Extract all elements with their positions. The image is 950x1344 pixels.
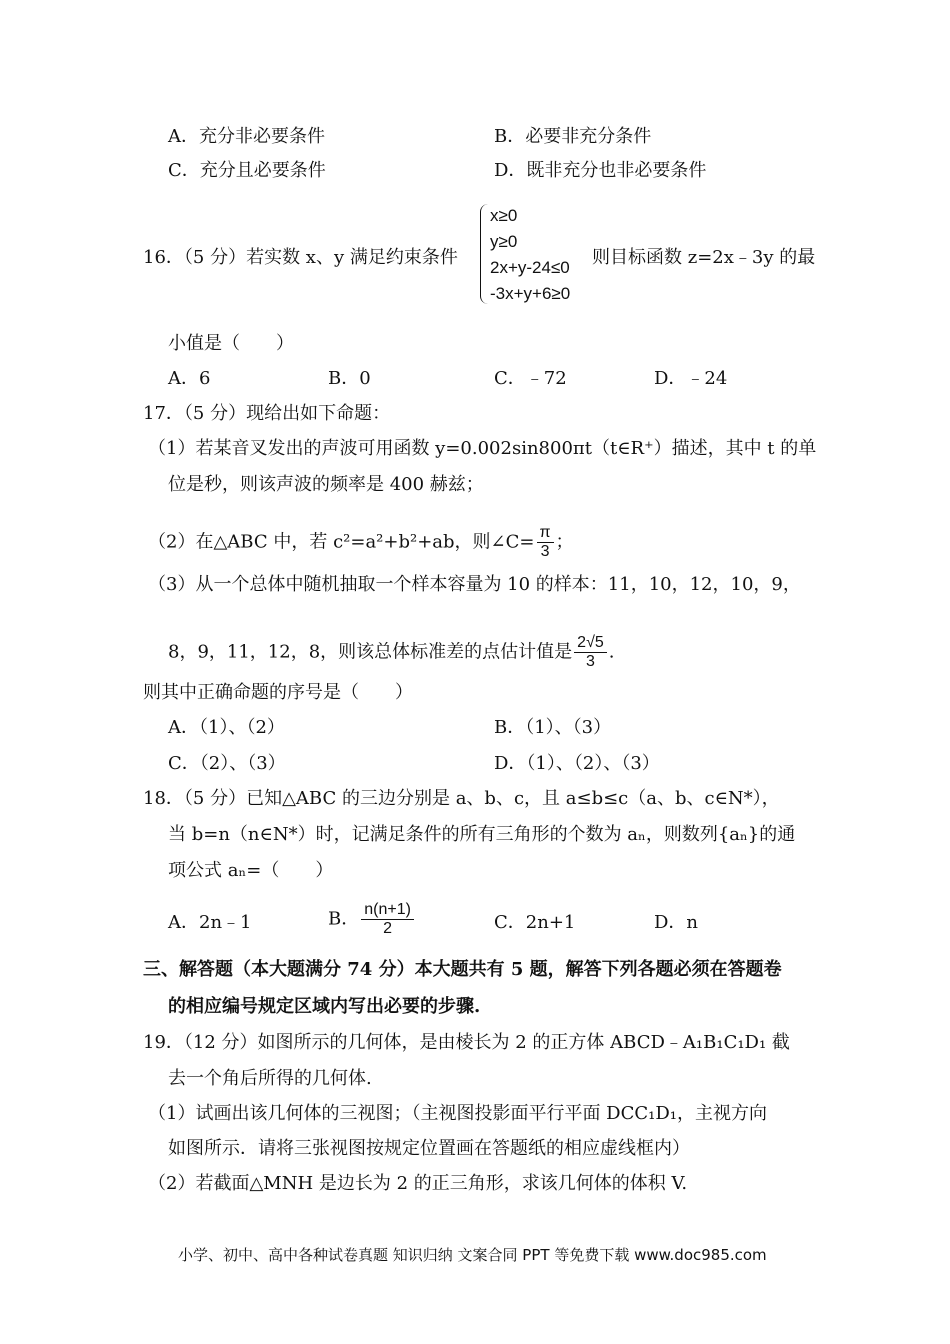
q18-option-d: D．n xyxy=(654,912,699,933)
q16-option-b: B．0 xyxy=(328,368,371,389)
q15-option-a: A．充分非必要条件 xyxy=(168,126,325,147)
q15-option-d: D．既非充分也非必要条件 xyxy=(494,160,707,181)
q18-option-b xyxy=(328,901,416,938)
q17-option-c: C．（2）、（3） xyxy=(168,753,286,774)
page-footer: 小学、初中、高中各种试卷真题 知识归纳 文案合同 PPT 等免费下载 www.doc985.com xyxy=(178,1246,767,1264)
q17-proposition-2 xyxy=(148,524,574,561)
q17-option-b: B．（1）、（3） xyxy=(494,717,612,738)
q18-option-b-fraction xyxy=(361,901,414,938)
q16-constraint-1: x≥0 xyxy=(490,206,518,225)
q18-option-c: C．2n+1 xyxy=(494,912,576,933)
q17-p2-fraction xyxy=(537,524,554,561)
left-brace xyxy=(480,204,489,304)
q15-option-b: B．必要非充分条件 xyxy=(494,126,652,147)
q17-p3-fraction xyxy=(574,634,607,671)
q17-proposition-1-cont: 位是秒，则该声波的频率是 400 赫兹； xyxy=(168,474,484,495)
q16-constraint-3: 2x+y-24≤0 xyxy=(490,258,570,277)
q19-stem-line1: 19．（12 分）如图所示的几何体，是由棱长为 2 的正方体 ABCD﹣A₁B₁C₁D₁ 截 xyxy=(143,1032,790,1053)
q16-option-d: D．﹣24 xyxy=(654,368,728,389)
q17-ask: 则其中正确命题的序号是（ ） xyxy=(143,682,413,703)
q16-stem-pre: 16．（5 分）若实数 x、y 满足约束条件 xyxy=(143,247,458,268)
fraction-numerator: n(n+1) xyxy=(361,901,414,920)
fraction-numerator: π xyxy=(537,524,554,543)
q15-option-c: C．充分且必要条件 xyxy=(168,160,326,181)
q18-option-a: A．2n﹣1 xyxy=(168,912,252,933)
q17-p2-text: （2）在△ABC 中，若 c²=a²+b²+ab，则∠C= xyxy=(148,531,535,553)
q19-part-1-cont: 如图所示．请将三张视图按规定位置画在答题纸的相应虚线框内） xyxy=(168,1138,690,1159)
q17-proposition-1: （1）若某音叉发出的声波可用函数 y=0.002sin800πt（t∈R⁺）描述，其中 t 的单 xyxy=(148,438,817,459)
section-3-heading: 三、解答题（本大题满分 74 分）本大题共有 5 题，解答下列各题必须在答题卷 xyxy=(143,959,782,980)
q16-stem-line2: 小值是（ ） xyxy=(168,333,294,354)
q17-p3-text: 8，9，11，12，8，则该总体标准差的点估计值是 xyxy=(168,641,573,663)
q16-stem xyxy=(143,246,458,270)
q17-proposition-3: （3）从一个总体中随机抽取一个样本容量为 10 的样本：11，10，12，10，9， xyxy=(148,574,801,595)
q19-part-1: （1）试画出该几何体的三视图；（主视图投影面平行平面 DCC₁D₁，主视方向 xyxy=(148,1103,768,1124)
q16-option-c: C．﹣72 xyxy=(494,368,567,389)
fraction-numerator: 2√5 xyxy=(574,634,607,653)
q18-option-b-label: B． xyxy=(328,908,360,930)
q16-option-a: A．6 xyxy=(168,368,211,389)
q16-constraint-4: -3x+y+6≥0 xyxy=(490,284,571,303)
q18-stem-line3: 项公式 aₙ=（ ） xyxy=(168,860,334,881)
q16-constraint-2: y≥0 xyxy=(490,232,518,251)
q16-constraint-system xyxy=(480,204,590,308)
q19-stem-line2: 去一个角后所得的几何体. xyxy=(168,1068,372,1089)
q17-p3-end: . xyxy=(608,641,615,663)
q17-p2-end: ； xyxy=(555,531,574,553)
fraction-denominator: 3 xyxy=(540,543,550,560)
fraction-denominator: 3 xyxy=(586,653,595,670)
q18-stem-line2: 当 b=n（n∈N*）时，记满足条件的所有三角形的个数为 aₙ，则数列{aₙ}的通 xyxy=(168,824,796,845)
section-3-heading-cont: 的相应编号规定区域内写出必要的步骤. xyxy=(168,996,481,1017)
q18-stem-line1: 18．（5 分）已知△ABC 的三边分别是 a、b、c，且 a≤b≤c（a、b、c∈N*）， xyxy=(143,788,780,809)
q16-stem-post: 则目标函数 z=2x﹣3y 的最 xyxy=(592,247,816,268)
q19-part-2: （2）若截面△MNH 是边长为 2 的正三角形，求该几何体的体积 V. xyxy=(148,1173,688,1194)
q17-stem: 17．（5 分）现给出如下命题： xyxy=(143,403,391,424)
q17-proposition-3-cont xyxy=(168,634,614,671)
q17-option-a: A．（1）、（2） xyxy=(168,717,285,738)
q17-option-d: D．（1）、（2）、（3） xyxy=(494,753,660,774)
fraction-denominator: 2 xyxy=(383,920,393,937)
